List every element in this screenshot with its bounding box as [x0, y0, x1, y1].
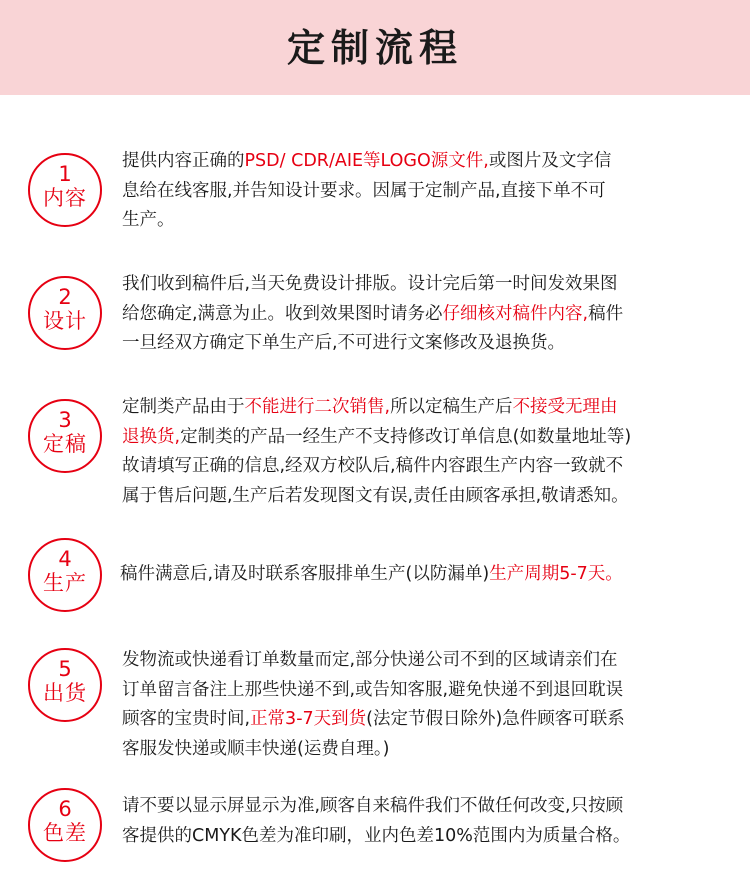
step-label: 出货 — [43, 681, 87, 705]
text-segment: 或图片及文字信 — [488, 151, 612, 171]
text-line — [122, 393, 728, 423]
text-line — [122, 177, 728, 207]
text-line — [122, 735, 728, 765]
text-line — [122, 676, 728, 706]
step-description — [122, 147, 728, 236]
text-line — [122, 452, 728, 482]
step-badge — [28, 538, 102, 612]
highlight-text: 退换货, — [122, 426, 181, 447]
page-header — [0, 0, 750, 95]
step-description — [122, 792, 728, 851]
text-segment: 客服发快递或顺丰快递(运费自理。) — [122, 738, 390, 759]
text-line — [122, 423, 728, 453]
text-segment: 所以定稿生产后 — [390, 397, 513, 417]
text-segment: 给您确定,满意为止。收到效果图时请务必 — [122, 303, 443, 324]
step-description — [120, 560, 726, 590]
page-title: 定制流程 — [286, 26, 463, 70]
text-segment: 客提供的CMYK色差为准印刷，业内色差10%范围内为质量合格。 — [122, 825, 631, 846]
highlight-text: 生产周期5-7天。 — [489, 564, 623, 584]
step-number: 3 — [58, 408, 72, 432]
step-number: 6 — [58, 797, 72, 821]
text-line — [122, 270, 728, 300]
step-label: 设计 — [43, 309, 87, 333]
step-description — [122, 270, 728, 359]
step-description — [122, 393, 728, 511]
text-line — [122, 147, 728, 177]
step-number: 1 — [58, 162, 72, 186]
text-segment: 定制类产品由于 — [122, 397, 245, 417]
step-badge — [28, 648, 102, 722]
step-label: 色差 — [43, 821, 87, 845]
step-badge — [28, 788, 102, 862]
text-line — [122, 822, 728, 852]
step-number: 4 — [58, 547, 72, 571]
text-segment: 生产。 — [122, 210, 175, 230]
step-badge — [28, 153, 102, 227]
text-segment: 故请填写正确的信息,经双方校队后,稿件内容跟生产内容一致就不 — [122, 456, 624, 476]
text-segment: 我们收到稿件后,当天免费设计排版。设计完后第一时间发效果图 — [122, 274, 618, 294]
text-segment: 定制类的产品一经生产不支持修改订单信息(如数量地址等) — [180, 426, 632, 447]
highlight-text: PSD/ CDR/AIE等LOGO源文件, — [244, 151, 489, 171]
text-line — [122, 482, 728, 512]
text-segment: 订单留言备注上那些快递不到,或告知客服,避免快递不到退回耽误 — [122, 679, 624, 700]
text-line — [122, 329, 728, 359]
highlight-text: 不接受无理由 — [512, 397, 618, 417]
text-segment: 息给在线客服,并告知设计要求。因属于定制产品,直接下单不可 — [122, 180, 606, 201]
step-badge — [28, 399, 102, 473]
step-label: 内容 — [43, 186, 87, 210]
text-segment: 稿件满意后,请及时联系客服排单生产(以防漏单) — [120, 564, 490, 584]
step-label: 定稿 — [43, 432, 87, 456]
text-line — [122, 646, 728, 676]
text-segment: 稿件 — [588, 303, 624, 324]
text-line — [122, 792, 728, 822]
text-segment: 请不要以显示屏显示为准,顾客自来稿件我们不做任何改变,只按顾 — [122, 796, 624, 816]
text-segment: 一旦经双方确定下单生产后,不可进行文案修改及退换货。 — [122, 333, 566, 353]
highlight-text: 正常3-7天到货 — [250, 709, 367, 729]
step-number: 5 — [58, 657, 72, 681]
highlight-text: 仔细核对稿件内容, — [442, 303, 589, 324]
text-segment: 发物流或快递看订单数量而定,部分快递公司不到的区域请亲们在 — [122, 650, 618, 670]
text-segment: 属于售后问题,生产后若发现图文有误,责任由顾客承担,敬请悉知。 — [122, 485, 629, 506]
text-segment: 提供内容正确的 — [122, 151, 245, 171]
text-segment: 顾客的宝贵时间, — [122, 709, 251, 729]
step-number: 2 — [58, 285, 72, 309]
text-line — [122, 300, 728, 330]
text-line — [120, 560, 726, 590]
highlight-text: 不能进行二次销售, — [244, 397, 391, 417]
step-description — [122, 646, 728, 764]
text-segment: (法定节假日除外)急件顾客可联系 — [366, 709, 625, 729]
step-badge — [28, 276, 102, 350]
text-line — [122, 705, 728, 735]
step-label: 生产 — [43, 571, 87, 595]
text-line — [122, 206, 728, 236]
